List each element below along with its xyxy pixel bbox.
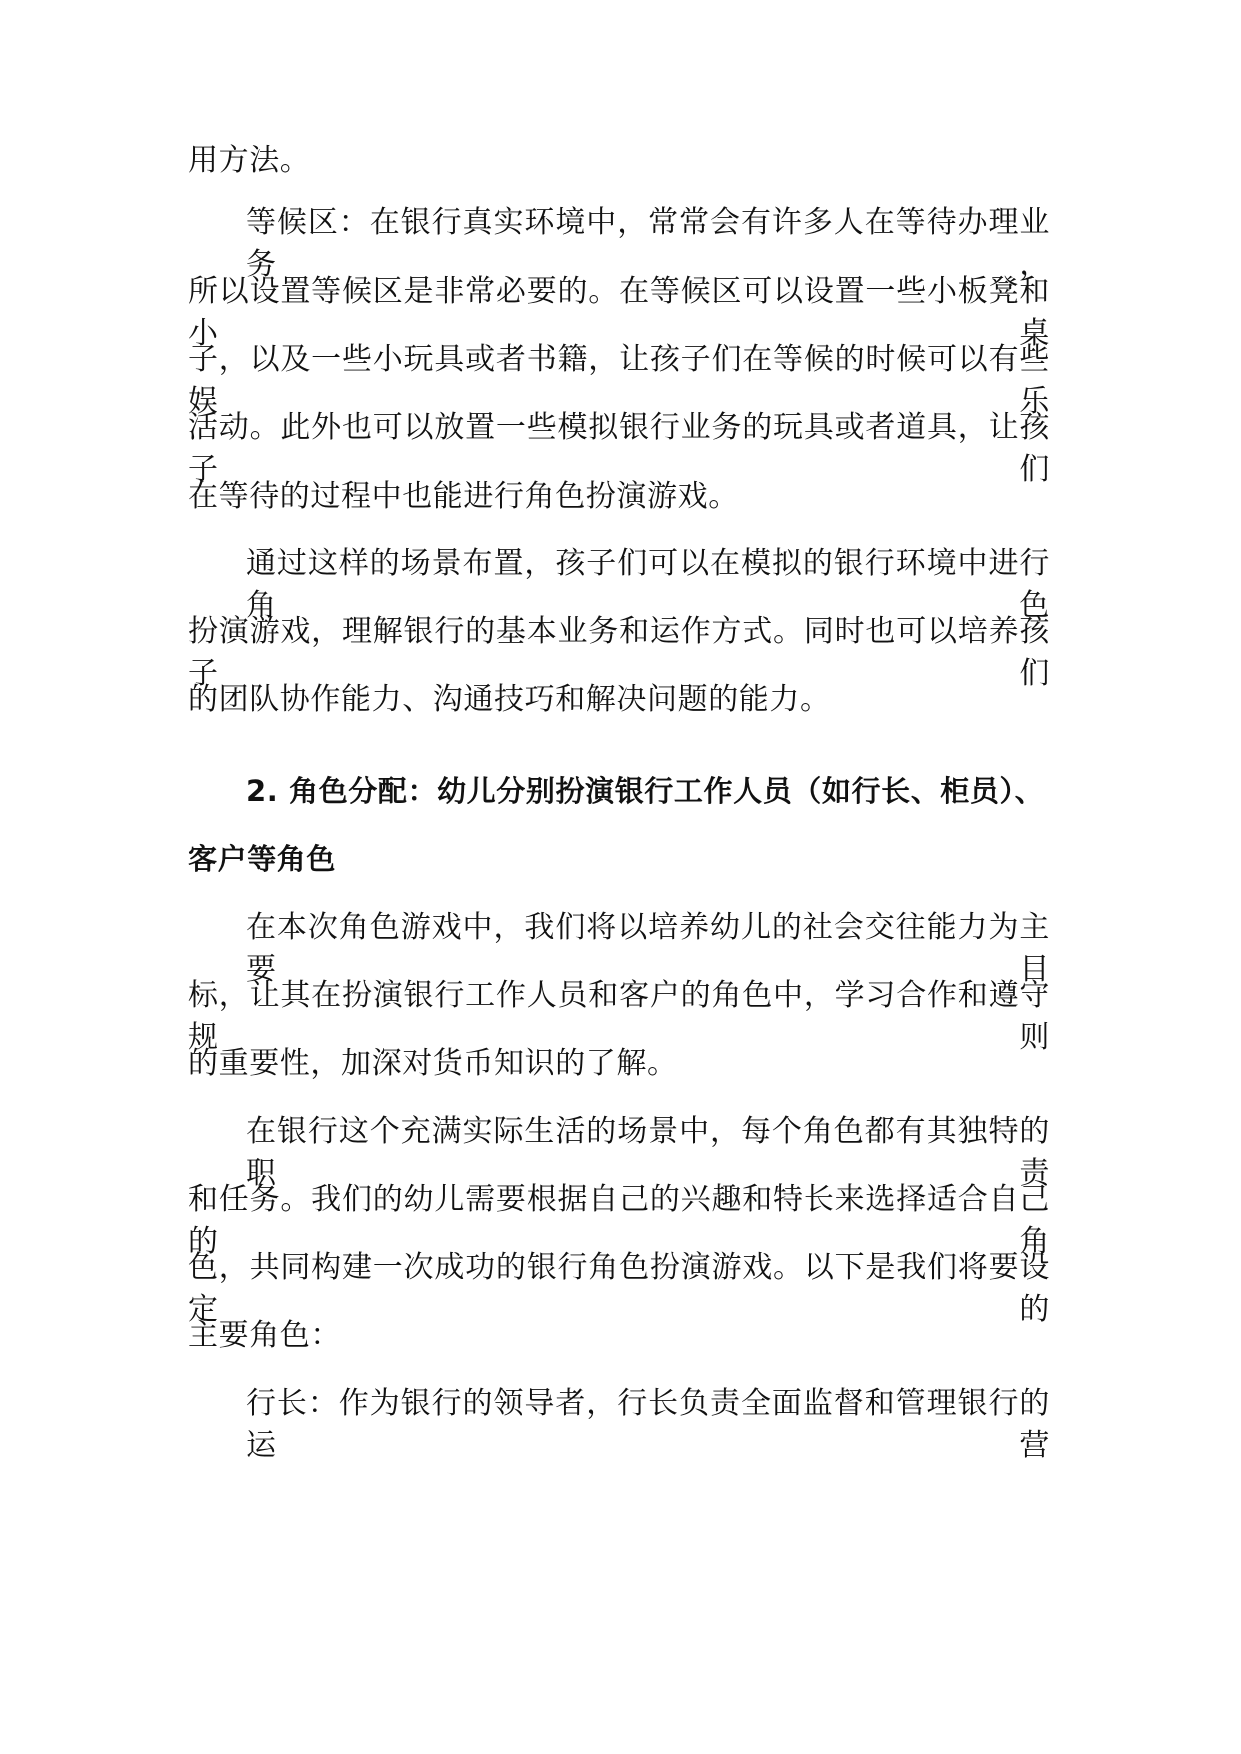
paragraph-line: 的团队协作能力、沟通技巧和解决问题的能力。 [188, 682, 831, 717]
paragraph-line: 所以设置等候区是非常必要的。在等候区可以设置一些小板凳和小桌 [188, 274, 1050, 351]
paragraph-line: 在等待的过程中也能进行角色扮演游戏。 [188, 479, 739, 514]
paragraph-line: 在本次角色游戏中，我们将以培养幼儿的社会交往能力为主要目 [246, 910, 1050, 987]
paragraph-line: 在银行这个充满实际生活的场景中，每个角色都有其独特的职责 [246, 1114, 1050, 1191]
paragraph-line: 标，让其在扮演银行工作人员和客户的角色中，学习合作和遵守规则 [188, 978, 1050, 1055]
paragraph-line: 的重要性，加深对货币知识的了解。 [188, 1046, 678, 1081]
paragraph-line: 等候区：在银行真实环境中，常常会有许多人在等待办理业务， [246, 205, 1050, 282]
paragraph-line: 用方法。 [188, 143, 311, 178]
section-heading: 2. 角色分配：幼儿分别扮演银行工作人员（如行长、柜员）、 [246, 774, 1045, 808]
paragraph-line: 活动。此外也可以放置一些模拟银行业务的玩具或者道具，让孩子们 [188, 410, 1050, 487]
paragraph-line: 色，共同构建一次成功的银行角色扮演游戏。以下是我们将要设定的 [188, 1250, 1050, 1327]
paragraph-line: 扮演游戏，理解银行的基本业务和运作方式。同时也可以培养孩子们 [188, 614, 1050, 691]
section-heading-continuation: 客户等角色 [188, 842, 337, 876]
paragraph-line: 行长：作为银行的领导者，行长负责全面监督和管理银行的运营 [246, 1386, 1050, 1463]
paragraph-line: 子，以及一些小玩具或者书籍，让孩子们在等候的时候可以有些娱乐 [188, 342, 1050, 419]
paragraph-line: 主要角色： [188, 1318, 341, 1353]
paragraph-line: 和任务。我们的幼儿需要根据自己的兴趣和特长来选择适合自己的角 [188, 1182, 1050, 1259]
paragraph-line: 通过这样的场景布置，孩子们可以在模拟的银行环境中进行角色 [246, 546, 1050, 623]
